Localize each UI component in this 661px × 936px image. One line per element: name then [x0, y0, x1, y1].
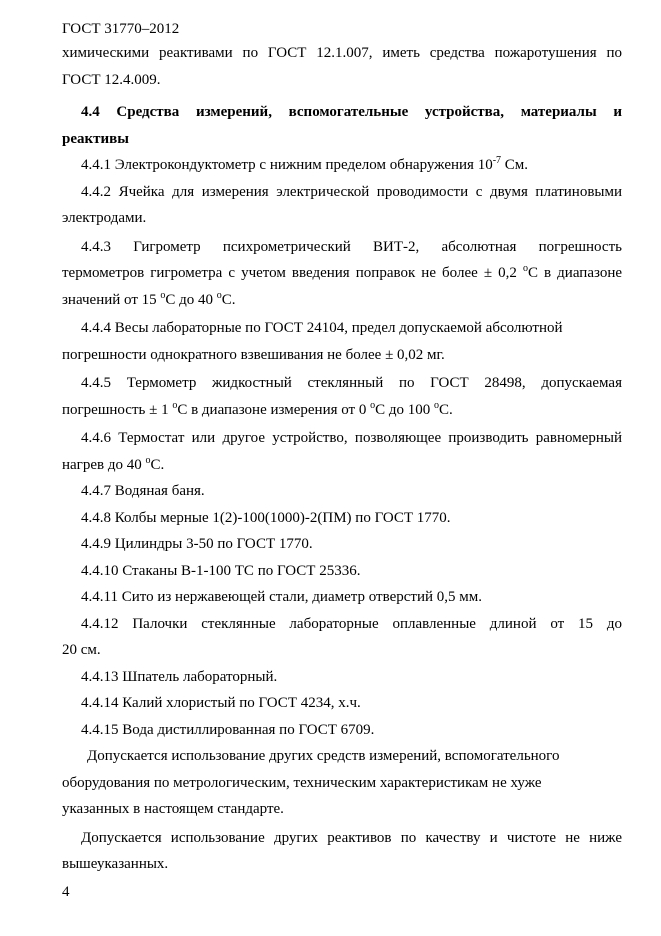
item-4-4-13: 4.4.13 Шпатель лабораторный.	[81, 668, 278, 685]
item-4-4-6-line-2	[62, 452, 622, 479]
note-2-line-1: Допускается использование других реактивов по качеству и чистоте не ниже	[81, 829, 622, 846]
item-4-4-5-line-2-d: С.	[439, 401, 453, 418]
item-4-4-6-line-2-b: С.	[150, 456, 165, 473]
item-4-4-3-line-2	[62, 260, 622, 287]
item-4-4-5-line-2-c: С до 100	[375, 401, 434, 418]
item-4-4-6-line-1: 4.4.6 Термостат или другое устройство, позволяющее производить равномерный	[81, 430, 622, 446]
item-4-4-3-line-3-b: С до 40	[165, 291, 217, 308]
item-4-4-2-line-2: электродами.	[62, 210, 147, 226]
item-4-4-5-line-2-b: С в диапазоне измерения от 0	[177, 401, 371, 418]
section-title-line-1: 4.4 Средства измерений, вспомогательные устройства, материалы и	[81, 104, 622, 120]
item-4-4-6-line-2-a: нагрев до 40	[62, 456, 146, 473]
item-4-4-1-text: 4.4.1 Электрокондуктометр с нижним пределом обнаружения 10	[81, 157, 493, 173]
degree-sign: о	[172, 399, 178, 411]
section-title-line-2: реактивы	[62, 130, 129, 147]
item-4-4-3-line-2-text: термометров гигрометра с учетом введения поправок не более ± 0,2	[62, 265, 523, 281]
item-4-4-7: 4.4.7 Водяная баня.	[81, 483, 205, 499]
degree-sign: о	[216, 289, 222, 301]
item-4-4-4-line-1: 4.4.4 Весы лабораторные по ГОСТ 24104, предел допускаемой абсолютной	[81, 320, 563, 336]
item-4-4-15: 4.4.15 Вода дистиллированная по ГОСТ 6709.	[81, 721, 375, 738]
item-4-4-5-line-2	[62, 397, 622, 424]
note-2-line-2: вышеуказанных.	[62, 856, 169, 872]
degree-sign: о	[160, 289, 166, 301]
item-4-4-9: 4.4.9 Цилиндры 3-50 по ГОСТ 1770.	[81, 536, 313, 552]
item-4-4-3-line-3	[62, 287, 622, 314]
degree-sign: о	[522, 263, 528, 274]
document-code: ГОСТ 31770–2012	[62, 21, 180, 37]
degree-sign: о	[370, 399, 376, 411]
degree-sign: о	[434, 399, 439, 411]
document-page	[62, 20, 622, 878]
item-4-4-1	[62, 152, 622, 179]
item-4-4-3-line-1: 4.4.3 Гигрометр психрометрический ВИТ-2, абсолютная погрешность	[81, 238, 622, 255]
item-4-4-12-line-1: 4.4.12 Палочки стеклянные лабораторные оплавленные длиной от 15 до	[81, 615, 622, 632]
item-4-4-5-line-2-a: погрешность ± 1	[62, 401, 173, 418]
item-4-4-10: 4.4.10 Стаканы В-1-100 ТС по ГОСТ 25336.	[81, 562, 361, 579]
page-number: 4	[62, 884, 70, 900]
item-4-4-1-exponent: -7	[492, 155, 502, 166]
degree-sign: о	[145, 454, 151, 466]
intro-line-1: химическими реактивами по ГОСТ 12.1.007, иметь средства пожаротушения по	[62, 45, 622, 61]
item-4-4-4-line-2: погрешности однократного взвешивания не более ± 0,02 мг.	[62, 346, 445, 363]
item-4-4-5-line-1: 4.4.5 Термометр жидкостный стеклянный по ГОСТ 28498, допускаемая	[81, 375, 622, 391]
item-4-4-11: 4.4.11 Сито из нержавеющей стали, диаметр отверстий 0,5 мм.	[81, 589, 483, 605]
item-4-4-8: 4.4.8 Колбы мерные 1(2)-100(1000)-2(ПМ) по ГОСТ 1770.	[81, 509, 451, 526]
item-4-4-3-line-3-c: С.	[221, 291, 236, 308]
intro-line-2: ГОСТ 12.4.009.	[62, 71, 161, 88]
item-4-4-1-unit: См.	[501, 157, 529, 173]
note-1-line-2: оборудования по метрологическим, техническим характеристикам не хуже	[62, 774, 542, 791]
note-1-line-3: указанных в настоящем стандарте.	[62, 801, 284, 817]
item-4-4-3-line-3-a: значений от 15	[62, 291, 161, 308]
item-4-4-3-line-2-end: С в диапазоне	[527, 265, 623, 281]
item-4-4-14: 4.4.14 Калий хлористый по ГОСТ 4234, х.ч.	[81, 695, 361, 711]
item-4-4-2-line-1: 4.4.2 Ячейка для измерения электрической проводимости с двумя платиновыми	[81, 183, 622, 200]
item-4-4-12-line-2: 20 см.	[62, 642, 101, 658]
note-1-line-1: Допускается использование других средств измерений, вспомогательного	[87, 748, 560, 764]
